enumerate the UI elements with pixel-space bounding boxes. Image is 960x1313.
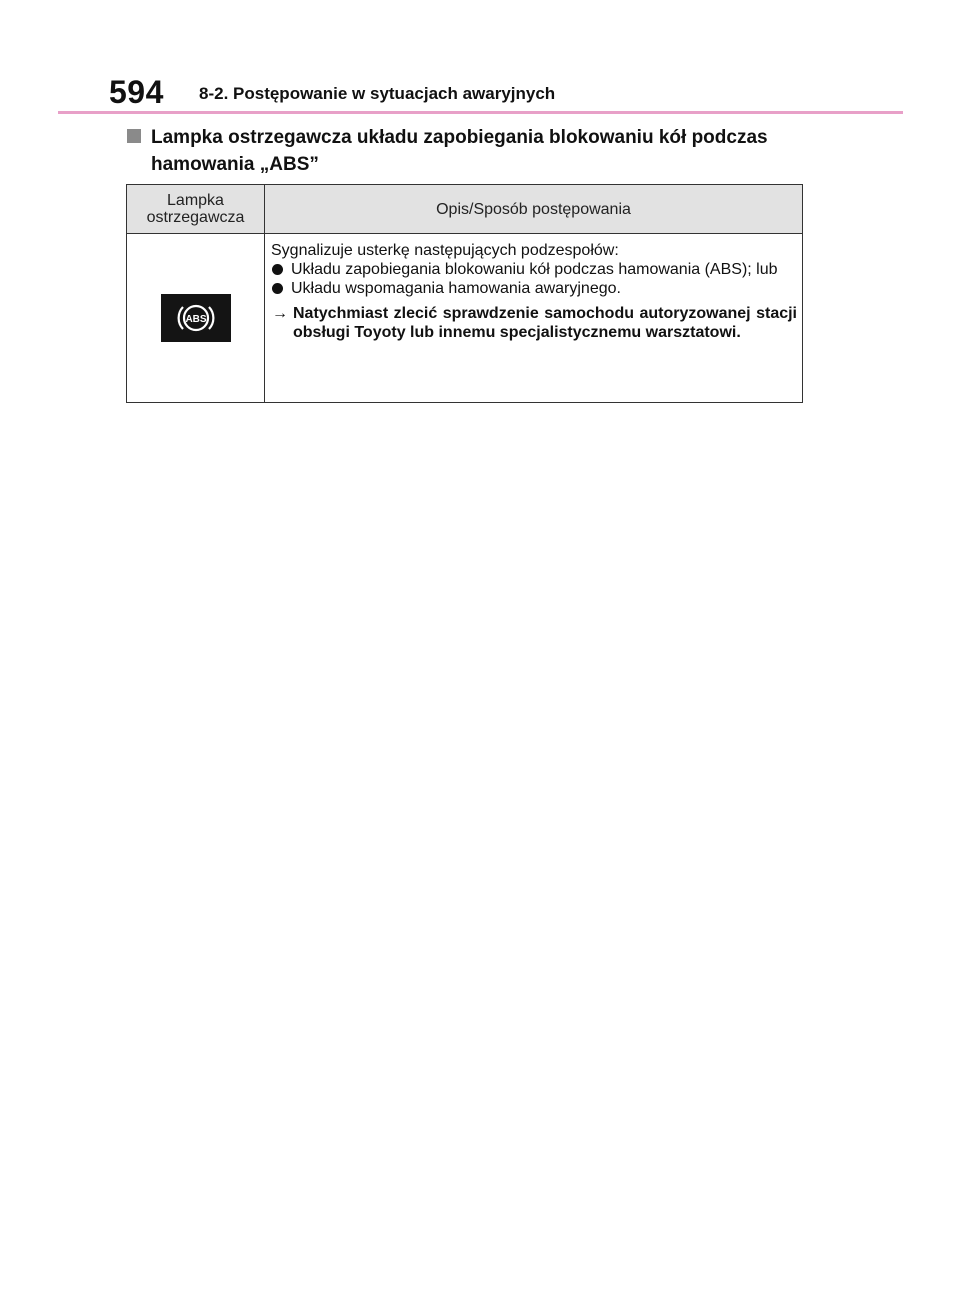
description-cell: [265, 234, 803, 403]
list-item-text: Układu wspomagania hamowania awaryjnego.: [291, 280, 621, 297]
chapter-title: 8-2. Postępowanie w sytuacjach awaryjnych: [199, 84, 556, 103]
table-header-row: [127, 185, 803, 234]
abs-warning-lamp-icon: [161, 294, 231, 342]
bullet-icon: [272, 264, 283, 275]
header-divider: [58, 111, 903, 114]
square-bullet-icon: [127, 129, 141, 143]
page-number: 594: [109, 74, 164, 110]
lamp-cell: [127, 234, 265, 403]
warning-light-table: [126, 184, 803, 403]
heading-text-2: hamowania „ABS”: [151, 154, 319, 175]
page-header: [0, 0, 960, 118]
abs-lamp-label: ABS: [184, 314, 207, 325]
action-text: Natychmiast zlecić sprawdzenie samochodu autoryzowanej stacji obsługi Toyoty lub innemu specjalistycznemu warsztatowi.: [293, 305, 797, 341]
column-header-description: Opis/Sposób postępowania: [265, 185, 803, 234]
heading-line-1: [127, 124, 827, 151]
heading-text-1: Lampka ostrzegawcza układu zapobiegania blokowaniu kół podczas: [151, 127, 768, 148]
list-item: [271, 279, 797, 298]
description-intro: Sygnalizuje usterkę następujących podzespołów:: [271, 242, 619, 259]
bullet-icon: [272, 283, 283, 294]
arrow-right-icon: →: [272, 305, 288, 322]
list-item: [271, 260, 797, 279]
section-heading: [127, 124, 827, 178]
table-row: [127, 234, 803, 403]
column-header-lamp: Lampka ostrzegawcza: [127, 185, 265, 234]
action-instruction: [271, 304, 797, 342]
list-item-text: Układu zapobiegania blokowaniu kół podczas hamowania (ABS); lub: [291, 261, 778, 278]
